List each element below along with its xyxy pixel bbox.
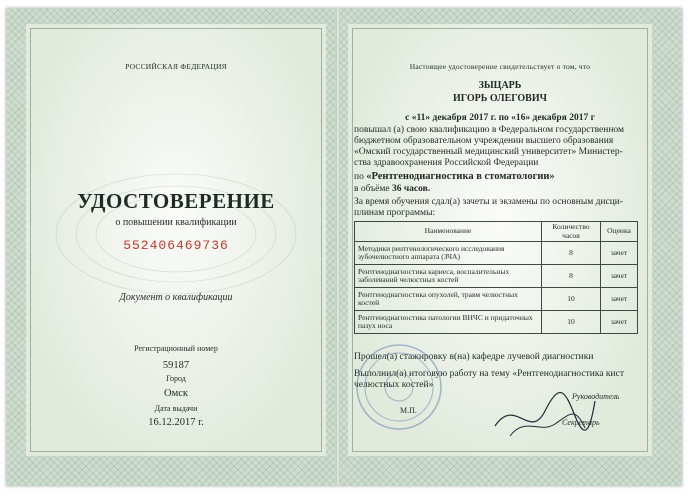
reg-number: 59187 (162, 360, 190, 371)
table-row (355, 288, 638, 311)
thesis-line-1: Выполнил(а) итоговую работу на тему «Рентгенодиагностика кист (354, 369, 624, 379)
row-name: Рентгенодиагностика патологии ВНЧС и придаточных пазух носа (355, 311, 542, 334)
header-grade: Оценка (601, 222, 638, 242)
seal-label: М.П. (400, 406, 417, 415)
document-type: Документ о квалификации (119, 292, 233, 303)
holder-surname: ЗЫЦАРЬ (478, 80, 522, 91)
issue-date: 16.12.2017 г. (148, 417, 204, 428)
table-row (355, 265, 638, 288)
secretary-label: Секретарь (562, 418, 600, 427)
header-hours: Количество часов (542, 222, 601, 242)
table-header (355, 222, 638, 242)
body-line-3: «Омский государственный медицинский университет» Министер- (354, 147, 623, 157)
official-seal-icon (354, 342, 444, 432)
thesis-line-2: челюстных костей» (354, 380, 434, 390)
head-label: Руководитель (572, 392, 620, 401)
row-grade: зачет (601, 265, 638, 288)
volume-prefix: в объёме (354, 184, 390, 194)
row-hours: 10 (542, 311, 601, 334)
intro-text: Настоящее удостоверение свидетельствует о том, что (409, 62, 591, 71)
document-subtitle: о повышении квалификации (115, 217, 237, 228)
table-row (355, 311, 638, 334)
city: Омск (164, 388, 188, 399)
volume-line (354, 184, 430, 195)
row-name: Рентгенодиагностика опухолей, травм челюстных костей (355, 288, 542, 311)
program-prefix: по (354, 172, 364, 182)
body-line-4: ства здравоохранения Российской Федерации (354, 158, 539, 168)
training-period: с «11» декабря 2017 г. по «16» декабря 2017 г (405, 113, 595, 123)
row-hours: 10 (542, 288, 601, 311)
row-hours: 8 (542, 265, 601, 288)
row-name: Рентгенодиагностика кариеса, воспалительных заболеваний челюстных костей (355, 265, 542, 288)
disciplines-table (354, 221, 638, 334)
exams-line-2: плинам программы: (354, 208, 436, 218)
signature-icon (490, 386, 600, 446)
holder-name: ИГОРЬ ОЛЕГОВИЧ (453, 93, 547, 104)
practice-line: Прошел(а) стажировку в(на) кафедре лучевой диагностики (354, 352, 594, 362)
header-name: Наименование (355, 222, 542, 242)
row-grade: зачет (601, 311, 638, 334)
exams-line-1: За время обучения сдал(а) зачеты и экзамены по основным дисци- (354, 197, 624, 207)
country-label: РОССИЙСКАЯ ФЕДЕРАЦИЯ (125, 62, 227, 71)
reg-number-label: Регистрационный номер (134, 344, 218, 353)
city-label: Город (166, 374, 186, 383)
row-name: Методики рентгенологического исследования зубочелюстного аппарата (ЗЧА) (355, 242, 542, 265)
body-line-1: повышал (а) свою квалификацию в Федеральном государственном (354, 125, 625, 135)
date-label: Дата выдачи (154, 404, 198, 413)
right-page (348, 24, 652, 456)
row-hours: 8 (542, 242, 601, 265)
spine-fold (336, 8, 340, 486)
program-line (354, 171, 555, 183)
volume-value: 36 часов. (391, 184, 431, 194)
serial-number: 552406469736 (123, 238, 229, 253)
table-row (355, 242, 638, 265)
program-title: «Рентгенодиагностика в стоматологии» (366, 171, 555, 182)
row-grade: зачет (601, 242, 638, 265)
row-grade: зачет (601, 288, 638, 311)
body-line-2: бюджетном образовательном учреждении высшего образования (354, 136, 614, 146)
left-page (26, 24, 326, 456)
document-title: УДОСТОВЕРЕНИЕ (77, 189, 275, 213)
